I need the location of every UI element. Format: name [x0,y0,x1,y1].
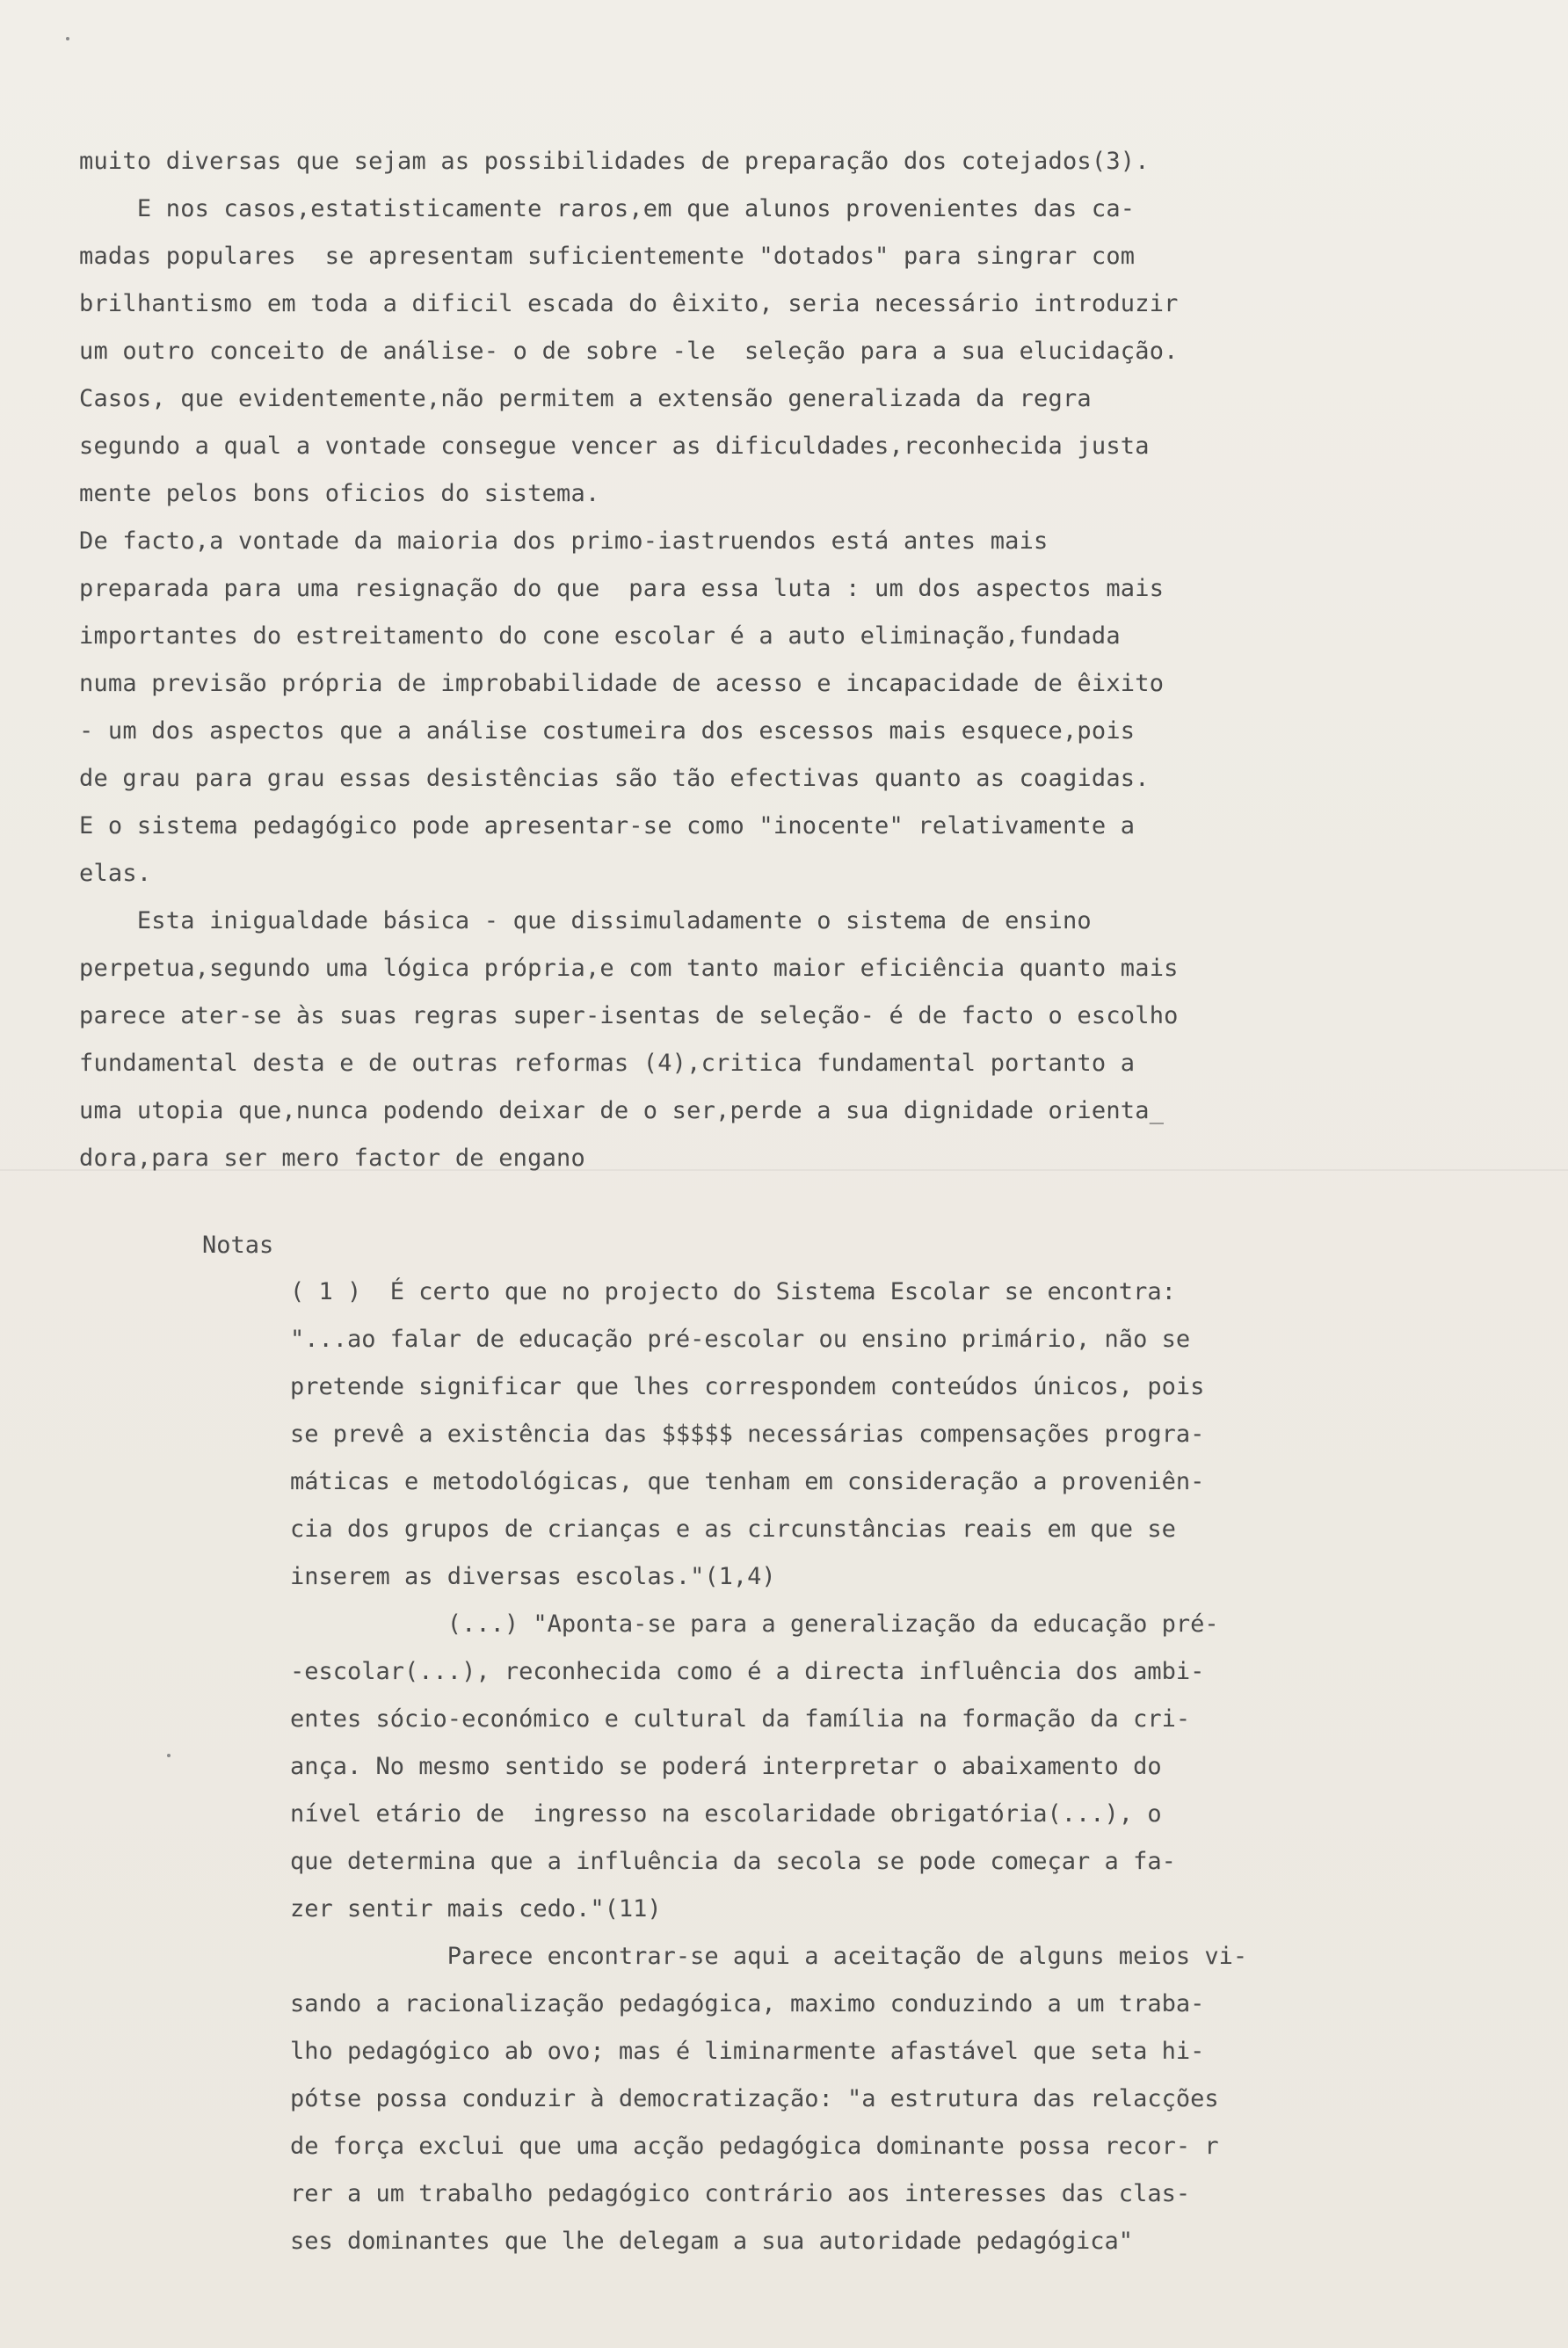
note-text-line: cia dos grupos de crianças e as circunstâncias reais em que se [290,1516,1176,1543]
note-text-line: nível etário de ingresso na escolaridade obrigatória(...), o [290,1800,1162,1828]
body-text [79,138,1362,1182]
note-text-line: lho pedagógico ab ovo; mas é liminarmente afastável que seta hi- [290,2038,1205,2065]
note-text-line: que determina que a influência da secola se pode começar a fa- [290,1848,1176,1875]
note-text-line: pótse possa conduzir à democratização: "a estrutura das relacções [290,2085,1219,2112]
note-text-line: sando a racionalização pedagógica, maximo conduzindo a um traba- [290,1990,1205,2017]
body-text-line: uma utopia que,nunca podendo deixar de o ser,perde a sua dignidade orienta_ [79,1097,1165,1124]
note-text-line: (...) "Aponta-se para a generalização da educação pré- [290,1610,1219,1638]
note-text-line: rer a um trabalho pedagógico contrário aos interesses das clas- [290,2180,1191,2207]
body-text-line: parece ater-se às suas regras super-isentas de seleção- é de facto o escolho [79,1002,1179,1029]
body-text-line: de grau para grau essas desistências são tão efectivas quanto as coagidas. [79,765,1150,792]
note-text-line: inserem as diversas escolas."(1,4) [290,1563,776,1590]
body-text-line: brilhantismo em toda a dificil escada do êixito, seria necessário introduzir [79,290,1179,317]
body-text-line: - um dos aspectos que a análise costumeira dos escessos mais esquece,pois [79,717,1136,745]
body-text-line: elas. [79,860,152,887]
body-text-line: numa previsão própria de improbabilidade de acesso e incapacidade de êixito [79,670,1165,697]
note-text-line: ( 1 ) É certo que no projecto do Sistema Escolar se encontra: [290,1278,1176,1305]
body-text-line: importantes do estreitamento do cone escolar é a auto eliminação,fundada [79,622,1121,650]
notes-heading: Notas [202,1232,274,1259]
note-text-line: Parece encontrar-se aqui a aceitação de alguns meios vi- [290,1943,1248,1970]
note-text-line: ança. No mesmo sentido se poderá interpretar o abaixamento do [290,1753,1162,1780]
body-text-line: mente pelos bons oficios do sistema. [79,480,600,507]
body-text-line: muito diversas que sejam as possibilidades de preparação dos cotejados(3). [79,148,1150,175]
paper-speck [66,37,69,40]
body-text-line: um outro conceito de análise- o de sobre -le seleção para a sua elucidação. [79,338,1179,365]
note-text-line: zer sentir mais cedo."(11) [290,1895,662,1923]
note-text-line: máticas e metodológicas, que tenham em consideração a proveniên- [290,1468,1205,1495]
body-text-line: De facto,a vontade da maioria dos primo-iastruendos está antes mais [79,527,1049,555]
body-text-line: Esta inigualdade básica - que dissimuladamente o sistema de ensino [79,907,1092,934]
note-text-line: de força exclui que uma acção pedagógica dominante possa recor- r [290,2133,1219,2160]
note-text-line: "...ao falar de educação pré-escolar ou ensino primário, não se [290,1326,1191,1353]
notes-text [290,1269,1433,2265]
body-text-line: preparada para uma resignação do que para essa luta : um dos aspectos mais [79,575,1165,602]
body-text-line: dora,para ser mero factor de engano [79,1145,585,1172]
note-text-line: se prevê a existência das $$$$$ necessárias compensações progra- [290,1421,1205,1448]
note-text-line: entes sócio-económico e cultural da família na formação da cri- [290,1705,1191,1733]
note-text-line: ses dominantes que lhe delegam a sua autoridade pedagógica" [290,2228,1134,2255]
body-text-line: perpetua,segundo uma lógica própria,e com tanto maior eficiência quanto mais [79,955,1179,982]
note-text-line: pretende significar que lhes correspondem conteúdos únicos, pois [290,1373,1205,1400]
body-text-line: fundamental desta e de outras reformas (4),critica fundamental portanto a [79,1050,1136,1077]
note-text-line: -escolar(...), reconhecida como é a directa influência dos ambi- [290,1658,1205,1685]
body-text-line: madas populares se apresentam suficientemente "dotados" para singrar com [79,243,1136,270]
paper-speck [167,1754,171,1757]
body-text-line: segundo a qual a vontade consegue vencer as dificuldades,reconhecida justa [79,433,1150,460]
body-text-line: E o sistema pedagógico pode apresentar-se como "inocente" relativamente a [79,812,1136,840]
body-text-line: Casos, que evidentemente,não permitem a extensão generalizada da regra [79,385,1092,412]
body-text-line: E nos casos,estatisticamente raros,em que alunos provenientes das ca- [79,195,1136,222]
